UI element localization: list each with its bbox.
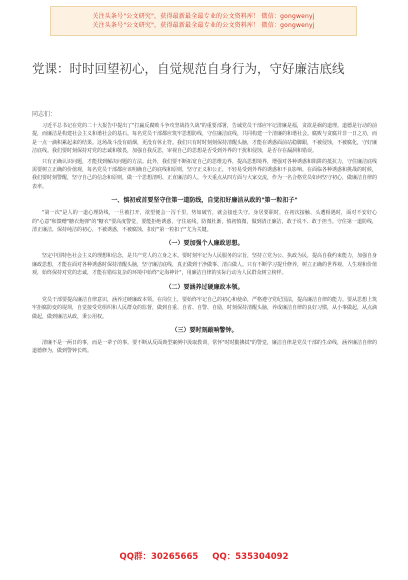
intro-paragraph: 习近平总书记在党的二十大报告中提出了"打赢反腐败斗争攻坚战持久战"的重要部署，告诫党员干部应牢记清廉是福，贪欲是祸的道理。道德是行动的前提，而廉洁是构建社会主义和谐社会的基石。每名党员干部都应筑牢思想防线，守住廉洁底线，共同构建一个清廉的和谐社会。腐败与贪腐并非一日之功，而是一点一滴积累起来的结果。这场战斗没有硝烟，更没有休止符。我们只有时时刻刻保持清醒头脑，才能在诱惑面前站稳脚跟，不被侵蚀，不被腐化，守好廉洁底线。我们要时刻保持对党的忠诚和敬畏，加强自我反思，审视自己的思想是否受到外界的干扰和侵蚀，是否存在漏洞和错误。 bbox=[32, 123, 378, 155]
intro-paragraph: 只有正确认识问题，才能找到解决问题的方法。此外，我们要不断拓宽自己的思维边界，提高思想境界，增强对各种诱惑和陷阱的抵抗力，守住廉洁底线需要树立正确的价值观，每名党员干部都应该明确自己的底线和原则，坚守正义和公正，不轻易受到外界的诱惑和不良影响。在面临各种诱惑和挑战的时候，我们要时刻警醒，坚守自己的信念和原则，做一个思想清明、正直廉洁的人。今天重点从四方面与大家交流，作为一名合格党员如何坚守初心，做廉洁自律的表率。 bbox=[32, 158, 378, 190]
section-paragraph: 坚定中国特色社会主义的理想和信念，是共产党人的立身之本。要时刻牢记为人民服务的宗旨，坚持立党为公、执政为民，提高自我约束能力，加强自身廉政思想，才能在面对各种诱惑时保持清醒头脑，坚守廉洁底线，真正做到干净做事、清白做人。只有不断学习提升修养，树立正确的世界观、人生观和价值观，始终保持对党的忠诚，才能在错综复杂的环境中始终"定海神针"，用廉洁自律的实际行动为人民群众树立榜样。 bbox=[32, 253, 378, 277]
qq-group-number: QQ群：30265665 bbox=[119, 552, 199, 562]
section-paragraph: 党员干部要提高廉洁自律意识，涵养过硬廉政本领。在岗位上，要始终牢记自己的初心和使命，严格遵守党纪国法，提高廉洁自律的能力。要从思想上筑牢拒腐防变的堤坝，自觉接受党组织和人民群众的监督，做到自重、自省、自警、自励，时刻保持清醒头脑，养成廉洁自律的良好习惯，从小事做起，从点滴做起，做到廉洁从政，秉公用权。 bbox=[32, 296, 378, 320]
salutation: 同志们： bbox=[32, 111, 57, 118]
promo-banner-text: 关注头条号"公文研究"，获得最新最全最专业的公文资料库！ 微信：gongwenyj bbox=[92, 13, 315, 20]
subsection-heading: （二）要涵养过硬廉政本领。 bbox=[165, 283, 244, 291]
contact-footer bbox=[0, 546, 408, 566]
section-paragraph: "第一次"是人的一道心理防线，一旦被打开，欲望便会一泻千里，势如破竹，就会接连失守。身居要职时，在初次接触、头遭相遇时，面对不安好心的"心意"和馈赠"糖衣炮弹"的"糖衣"要高度警觉，要能拒绝诱惑，守住底线，防微杜渐，慎初慎微，做到清正廉洁，敢于说不、敢于担当。守住第一道防线，清正廉洁，保持纯洁的初心，不被诱惑，不被腐蚀，扣好"第一粒扣子"尤为关键。 bbox=[32, 210, 377, 234]
section-heading: 一、慎初戒首要坚守住第一道防线，自觉扣好廉洁从政的"第一粒扣子" bbox=[111, 197, 298, 205]
qq-number: QQ：535304092 bbox=[212, 552, 289, 562]
subsection-heading: （一）要加强个人廉政思想。 bbox=[165, 240, 244, 248]
document-title: 党课：时时回望初心，自觉规范自身行为，守好廉洁底线 bbox=[32, 61, 345, 76]
document-body bbox=[32, 122, 377, 358]
promo-banner bbox=[50, 6, 357, 36]
subsection-heading: （三）要时刻敲响警钟。 bbox=[171, 326, 238, 334]
promo-banner-text: 关注头条号"公文研究"，获得最新最全最专业的公文资料库！ 微信：gongwenyj bbox=[92, 22, 315, 29]
section-paragraph: 清廉不是一两日的事，而是一辈子的事。要不断从反面典型案例中汲取教训，常怀"时时勤拂拭"的警觉，廉洁自律是党员干部的生命线，涵养廉洁自律的道德修为，做到警钟长鸣。 bbox=[32, 339, 377, 355]
